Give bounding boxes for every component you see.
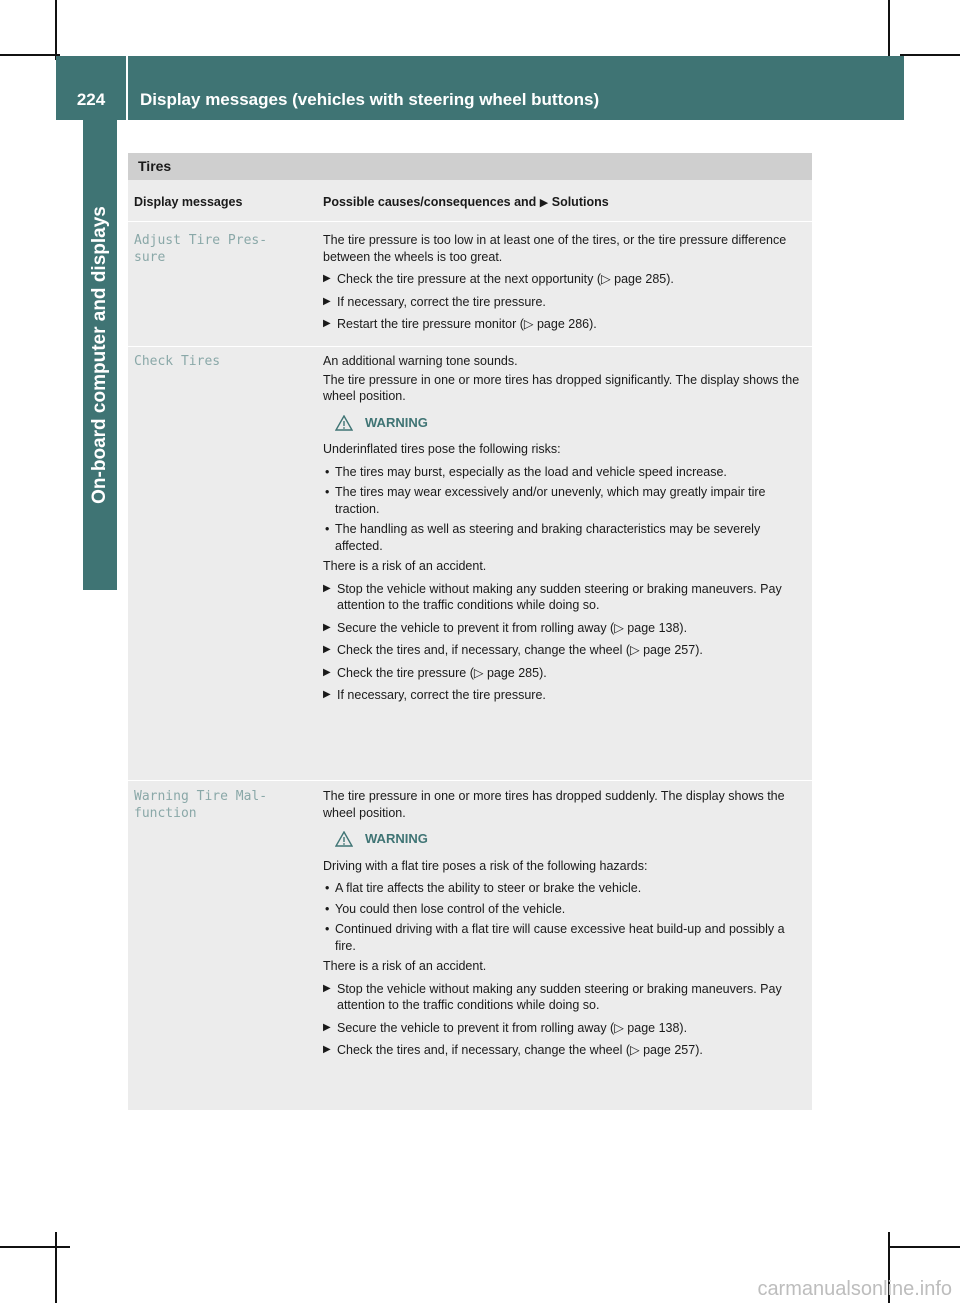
row-divider [128, 780, 812, 781]
bullet [323, 484, 803, 517]
risk-intro: Underinflated tires pose the following risks: [323, 442, 561, 456]
side-title-wrap [83, 120, 117, 590]
step-text: Check the tires and, if necessary, change the wheel (▷ page 257). [337, 643, 703, 657]
col-header-causes-label: Possible causes/consequences and [323, 195, 537, 209]
warning-label: WARNING [365, 414, 428, 430]
arrow-icon: ▶ [323, 1044, 331, 1055]
arrow-icon: ▶ [323, 621, 331, 633]
arrow-icon: ▶ [323, 295, 331, 307]
warning-label: WARNING [365, 831, 428, 846]
row-2-content [323, 353, 803, 710]
row-3-para: The tire pressure in one or more tires has dropped suddenly. The display shows the wheel position. [323, 789, 785, 820]
bullet [323, 880, 803, 897]
table-title: Tires [128, 153, 812, 180]
bullet-text: The tires may wear excessively and/or unevenly, which may greatly impair tire traction. [335, 485, 766, 516]
message-adjust-tire-pressure: Adjust Tire Pres- sure [134, 233, 268, 265]
warning-triangle-icon [335, 415, 353, 431]
step-text: Check the tires and, if necessary, change the wheel (▷ page 257). [337, 1043, 703, 1057]
step-text: Secure the vehicle to prevent it from rolling away (▷ page 138). [337, 620, 688, 635]
step-text: Check the tire pressure at the next opportunity (▷ page 285). [337, 272, 674, 286]
arrow-icon: ▶ [323, 689, 331, 700]
step [323, 642, 803, 659]
bullet-text: A flat tire affects the ability to steer or brake the vehicle. [335, 881, 642, 895]
step-text: Stop the vehicle without making any sudden steering or braking maneuvers. Pay attention to the traffic conditions while doing so. [337, 581, 782, 612]
risk-intro: Driving with a flat tire poses a risk of the following hazards: [323, 858, 648, 873]
bullet-dot: • [325, 881, 330, 895]
step [323, 316, 803, 333]
step [323, 687, 803, 704]
row-1-para: The tire pressure is too low in at least one of the tires, or the tire pressure difference between the wheels is too great. [323, 233, 787, 264]
arrow-icon: ▶ [323, 644, 331, 655]
arrow-icon: ▶ [323, 666, 331, 678]
bullet-dot: • [325, 464, 330, 479]
tires-table [128, 153, 812, 1110]
crop-mark [55, 1232, 57, 1303]
arrow-icon: ▶ [323, 582, 331, 594]
page-header-title: Display messages (vehicles with steering wheel buttons) [140, 90, 600, 109]
col-header-causes [323, 195, 609, 209]
step [323, 1042, 803, 1059]
crop-mark [888, 0, 890, 60]
bullet [323, 464, 803, 481]
col-header-solutions-label: Solutions [551, 195, 609, 209]
warning-heading [335, 831, 803, 848]
bullet-dot: • [325, 901, 330, 916]
step-text: Restart the tire pressure monitor (▷ page 286). [337, 317, 597, 331]
warning-triangle-icon [335, 831, 353, 847]
step [323, 1020, 803, 1037]
step [323, 981, 803, 1014]
crop-mark [55, 0, 57, 60]
arrow-icon: ▶ [323, 318, 331, 329]
step-text: Stop the vehicle without making any sudden steering or braking maneuvers. Pay attention to the traffic conditions while doing so. [337, 981, 782, 1012]
step-text: If necessary, correct the tire pressure. [337, 688, 546, 702]
arrow-icon: ▶ [323, 1021, 331, 1033]
bullet [323, 901, 803, 918]
step-text: If necessary, correct the tire pressure. [337, 294, 546, 309]
step-text: Secure the vehicle to prevent it from rolling away (▷ page 138). [337, 1020, 688, 1035]
watermark: carmanualsonline.info [757, 1278, 952, 1300]
warning-heading [335, 415, 803, 432]
row-2-para-1: An additional warning tone sounds. [323, 354, 518, 368]
header-divider [126, 56, 128, 120]
risk-statement: There is a risk of an accident. [323, 959, 487, 973]
bullet [323, 521, 803, 554]
risk-statement: There is a risk of an accident. [323, 559, 487, 573]
message-check-tires: Check Tires [134, 354, 221, 369]
bullet [323, 921, 803, 954]
col-header-messages: Display messages [134, 195, 243, 209]
arrow-icon: ▶ [323, 273, 331, 284]
crop-mark [0, 1246, 70, 1248]
bullet-text: Continued driving with a flat tire will cause excessive heat build-up and possibly a fire. [335, 922, 785, 953]
row-3-content [323, 788, 803, 1065]
step-text: Check the tire pressure (▷ page 285). [337, 665, 547, 680]
bullet-text: You could then lose control of the vehicle. [335, 901, 566, 916]
step [323, 620, 803, 637]
step [323, 665, 803, 682]
step [323, 271, 803, 288]
row-1-content [323, 232, 803, 339]
crop-mark [0, 54, 60, 56]
bullet-text: The handling as well as steering and braking characteristics may be severely affected. [335, 522, 761, 553]
header-divider-line [128, 221, 812, 222]
crop-mark [888, 1246, 960, 1248]
bullet-dot: • [325, 522, 330, 536]
arrow-icon: ▶ [539, 197, 549, 209]
arrow-icon: ▶ [323, 982, 331, 994]
bullet-dot: • [325, 485, 330, 499]
row-2-para-2: The tire pressure in one or more tires has dropped significantly. The display shows the wheel position. [323, 372, 800, 403]
bullet-dot: • [325, 922, 330, 936]
step [323, 581, 803, 614]
step [323, 294, 803, 311]
crop-mark [900, 54, 960, 56]
row-divider [128, 346, 812, 347]
page-number: 224 [76, 90, 106, 109]
message-warning-tire-malfunction: Warning Tire Mal- function [134, 789, 268, 821]
bullet-text: The tires may burst, especially as the load and vehicle speed increase. [335, 464, 727, 479]
side-title: On-board computer and displays [89, 206, 110, 504]
